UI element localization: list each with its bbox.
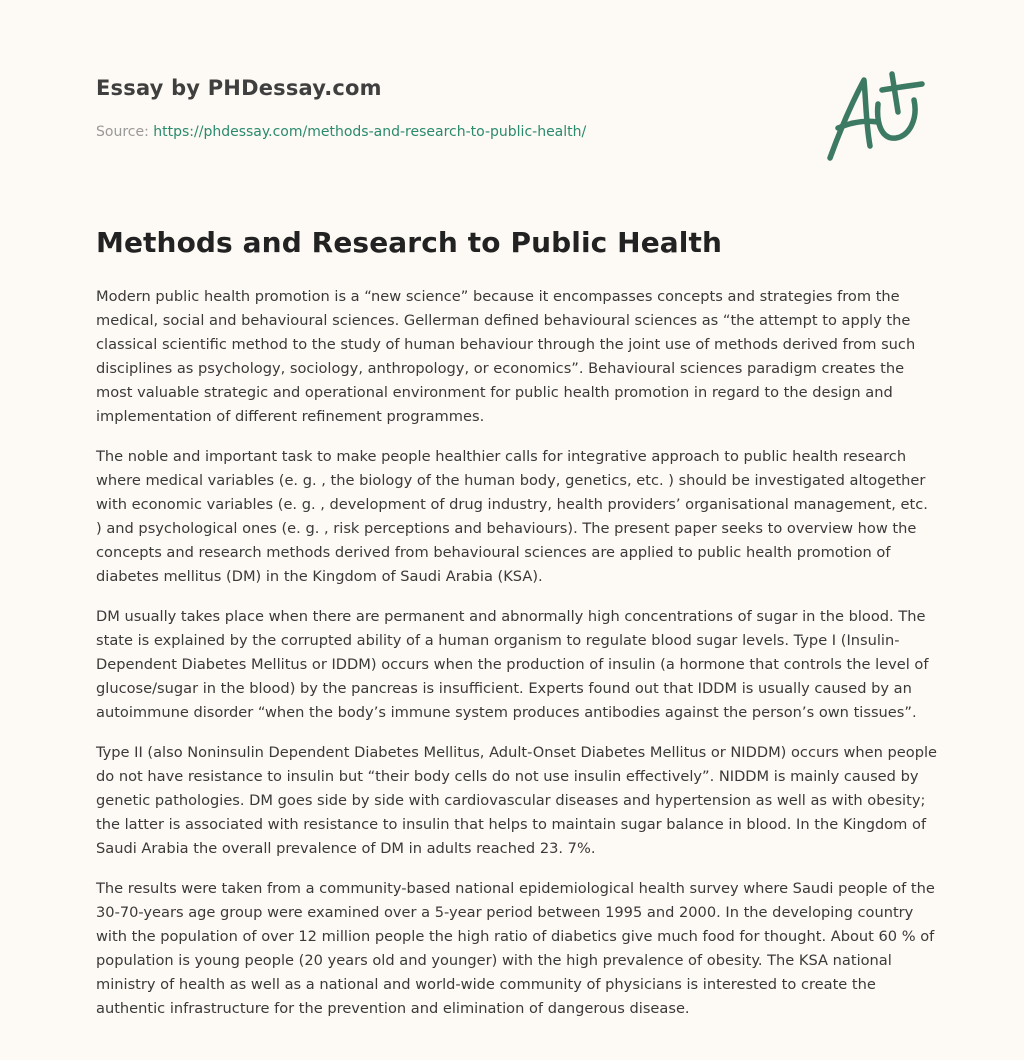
source-link[interactable]: https://phdessay.com/methods-and-research-to-public-health/ (153, 124, 587, 140)
essay-paragraph: DM usually takes place when there are permanent and abnormally high concentrations of sugar in the blood. The state is explained by the corrupted ability of a human organism to regulate blood sugar levels. Type I (Insulin-Dependent Diabetes Mellitus or IDDM) occurs when the production of insulin (a hormone that controls the level of glucose/sugar in the blood) by the pancreas is insufficient. Experts found out that IDDM is usually caused by an autoimmune disorder “when the body’s immune system produces antibodies against the person’s own tissues”. (96, 608, 929, 721)
essay-paragraph: The noble and important task to make people healthier calls for integrative approach to public health research where medical variables (e. g. , the biology of the human body, genetics, etc. ) should be investigated altogether with economic variables (e. g. , development of drug industry, health providers’ organisational management, etc. ) and psychological ones (e. g. , risk perceptions and behaviours). The present paper seeks to overview how the concepts and research methods derived from behavioural sciences are applied to public health promotion of diabetes mellitus (DM) in the Kingdom of Saudi Arabia (KSA). (96, 448, 928, 585)
essay-body (96, 285, 938, 1037)
a-plus-logo-icon (818, 66, 930, 166)
source-line (96, 124, 586, 140)
source-label: Source: (96, 124, 149, 140)
essay-title: Methods and Research to Public Health (96, 226, 723, 259)
site-brand: Essay by PHDessay.com (96, 76, 382, 100)
essay-paragraph: Modern public health promotion is a “new science” because it encompasses concepts and strategies from the medical, social and behavioural sciences. Gellerman defined behavioural sciences as “the attempt to apply the classical scientific method to the study of human behaviour through the joint use of methods derived from such disciplines as psychology, sociology, anthropology, or economics”. Behavioural sciences paradigm creates the most valuable strategic and operational environment for public health promotion in regard to the design and implementation of different refinement programmes. (96, 288, 916, 425)
essay-paragraph: Type II (also Noninsulin Dependent Diabetes Mellitus, Adult-Onset Diabetes Mellitus or NIDDM) occurs when people do not have resistance to insulin but “their body cells do not use insulin effectively”. NIDDM is mainly caused by genetic pathologies. DM goes side by side with cardiovascular diseases and hypertension as well as with obesity; the latter is associated with resistance to insulin that helps to maintain sugar balance in blood. In the Kingdom of Saudi Arabia the overall prevalence of DM in adults reached 23. 7%. (96, 744, 937, 857)
essay-paragraph: The results were taken from a community-based national epidemiological health survey where Saudi people of the 30-70-years age group were examined over a 5-year period between 1995 and 2000. In the developing country with the population of over 12 million people the high ratio of diabetics give much food for thought. About 60 % of population is young people (20 years old and younger) with the high prevalence of obesity. The KSA national ministry of health as well as a national and world-wide community of physicians is interested to create the authentic infrastructure for the prevention and elimination of dangerous disease. (96, 880, 935, 1017)
